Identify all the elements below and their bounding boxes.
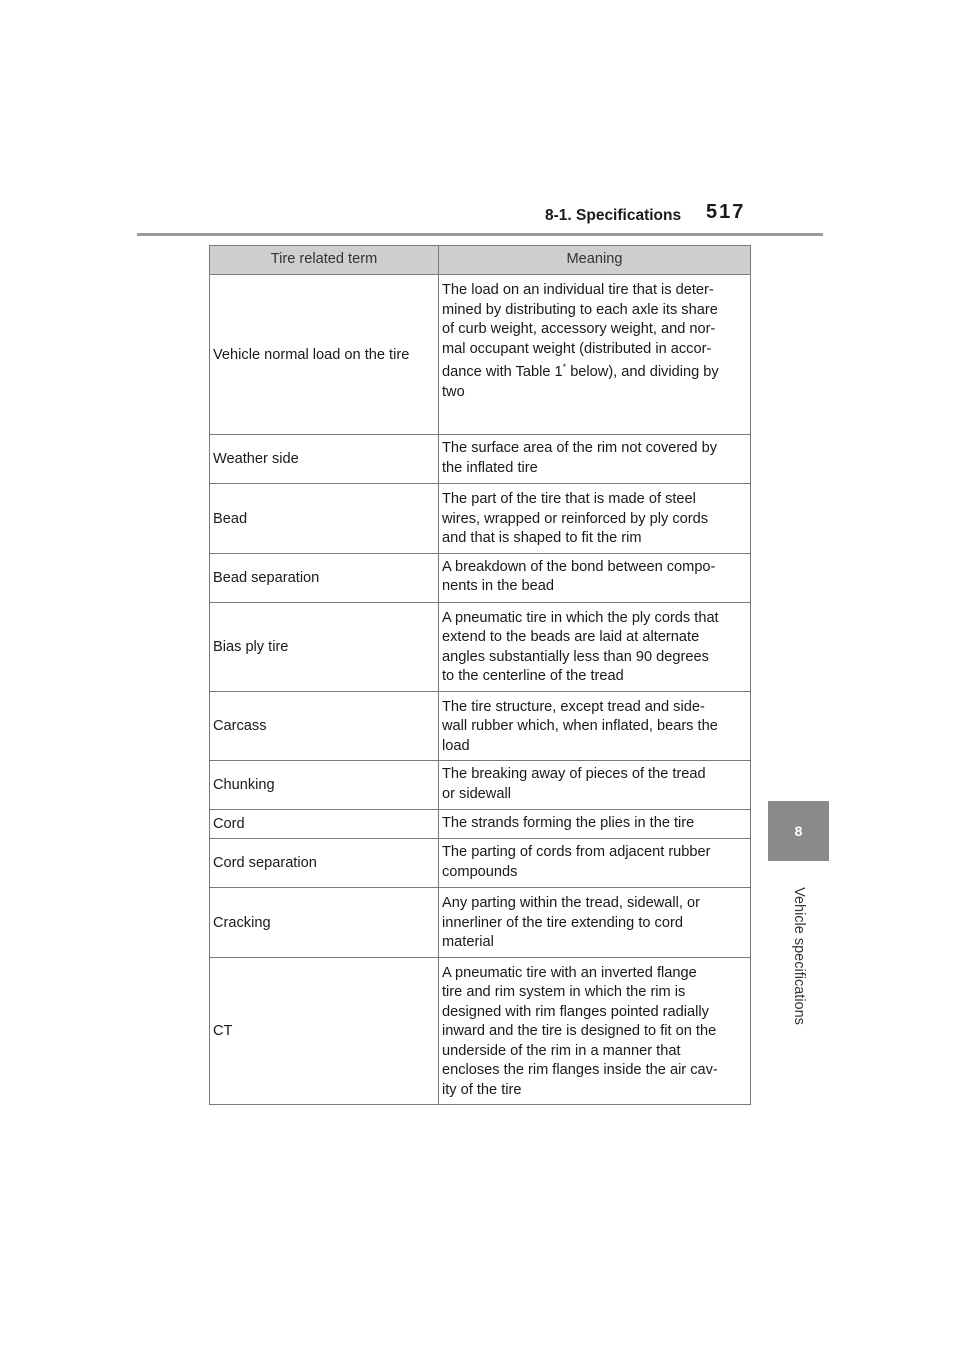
meaning-line: A pneumatic tire with an inverted flange bbox=[442, 964, 697, 981]
header-divider bbox=[137, 233, 823, 236]
term-cell: Chunking bbox=[210, 761, 439, 810]
table-row bbox=[210, 602, 751, 691]
meaning-line: material bbox=[442, 934, 494, 950]
table-row bbox=[210, 484, 751, 554]
tire-terms-table bbox=[209, 245, 751, 1105]
meaning-line: encloses the rim flanges inside the air cav- bbox=[442, 1062, 718, 1078]
term-cell: Bias ply tire bbox=[210, 602, 439, 691]
meaning-line: The surface area of the rim not covered by bbox=[442, 440, 717, 456]
meaning-cell bbox=[439, 691, 751, 761]
table-row bbox=[210, 435, 751, 484]
meaning-line: to the centerline of the tread bbox=[442, 668, 624, 684]
meaning-line: The strands forming the plies in the tire bbox=[442, 815, 695, 831]
meaning-line: The part of the tire that is made of steel bbox=[442, 491, 696, 507]
table-row bbox=[210, 761, 751, 810]
meaning-line: dance with Table 1 bbox=[442, 364, 563, 380]
meaning-line: A pneumatic tire in which the ply cords that bbox=[442, 609, 719, 626]
meaning-line: two bbox=[442, 383, 465, 400]
section-title: 8-1. Specifications bbox=[545, 207, 682, 224]
chapter-number: 8 bbox=[794, 823, 803, 839]
chapter-tab bbox=[768, 801, 829, 861]
table-row bbox=[210, 957, 751, 1105]
meaning-line: Any parting within the tread, sidewall, or bbox=[442, 895, 700, 911]
meaning-line: extend to the beads are laid at alternate bbox=[442, 629, 700, 645]
page-number: 517 bbox=[706, 201, 746, 223]
meaning-cell bbox=[439, 484, 751, 554]
meaning-cell bbox=[439, 553, 751, 602]
meaning-line: underside of the rim in a manner that bbox=[442, 1042, 681, 1059]
table-row bbox=[210, 810, 751, 839]
meaning-line: The breaking away of pieces of the tread bbox=[442, 766, 706, 782]
meaning-cell bbox=[439, 839, 751, 888]
meaning-line: compounds bbox=[442, 863, 518, 880]
meaning-line: below), and dividing by bbox=[566, 364, 719, 380]
meaning-line: designed with rim flanges pointed radially bbox=[442, 1003, 709, 1020]
chapter-label bbox=[768, 861, 829, 1051]
meaning-cell bbox=[439, 957, 751, 1105]
table-row bbox=[210, 888, 751, 958]
meaning-line: or sidewall bbox=[442, 785, 511, 802]
term-cell: Weather side bbox=[210, 435, 439, 484]
term-cell: Cord separation bbox=[210, 839, 439, 888]
meaning-line: tire and rim system in which the rim is bbox=[442, 984, 686, 1000]
meaning-line: load bbox=[442, 737, 470, 754]
meaning-line: angles substantially less than 90 degrees bbox=[442, 648, 709, 665]
meaning-line: inward and the tire is designed to fit on the bbox=[442, 1023, 717, 1039]
meaning-line: nents in the bead bbox=[442, 578, 554, 594]
meaning-line: mal occupant weight (distributed in accor- bbox=[442, 340, 712, 357]
chapter-label-text: Vehicle specifications bbox=[790, 887, 807, 1025]
meaning-cell bbox=[439, 810, 751, 839]
meaning-line: and that is shaped to fit the rim bbox=[442, 530, 642, 546]
term-cell: CT bbox=[210, 957, 439, 1105]
column-header-term: Tire related term bbox=[210, 246, 439, 275]
term-cell: Carcass bbox=[210, 691, 439, 761]
table-row bbox=[210, 839, 751, 888]
meaning-line: The parting of cords from adjacent rubber bbox=[442, 844, 711, 860]
meaning-line: innerliner of the tire extending to cord bbox=[442, 914, 683, 931]
meaning-cell bbox=[439, 888, 751, 958]
term-cell: Cracking bbox=[210, 888, 439, 958]
meaning-line: wires, wrapped or reinforced by ply cords bbox=[442, 510, 709, 527]
meaning-line: The tire structure, except tread and side- bbox=[442, 698, 705, 715]
term-cell: Vehicle normal load on the tire bbox=[210, 275, 439, 435]
meaning-cell bbox=[439, 761, 751, 810]
meaning-cell bbox=[439, 602, 751, 691]
meaning-line: A breakdown of the bond between compo- bbox=[442, 558, 716, 575]
meaning-line: wall rubber which, when inflated, bears the bbox=[442, 718, 718, 734]
table-row bbox=[210, 553, 751, 602]
meaning-line: mined by distributing to each axle its share bbox=[442, 301, 718, 318]
column-header-meaning: Meaning bbox=[439, 246, 751, 275]
table-row bbox=[210, 691, 751, 761]
table-header-row bbox=[210, 246, 751, 275]
meaning-line: the inflated tire bbox=[442, 459, 538, 476]
table-row bbox=[210, 275, 751, 435]
footnote-marker: * bbox=[562, 362, 567, 373]
meaning-line: The load on an individual tire that is deter- bbox=[442, 282, 714, 298]
meaning-line: ity of the tire bbox=[442, 1081, 522, 1098]
term-cell: Bead separation bbox=[210, 553, 439, 602]
meaning-line: of curb weight, accessory weight, and nor- bbox=[442, 321, 716, 337]
meaning-cell bbox=[439, 275, 751, 435]
term-cell: Cord bbox=[210, 810, 439, 839]
meaning-cell bbox=[439, 435, 751, 484]
term-cell: Bead bbox=[210, 484, 439, 554]
